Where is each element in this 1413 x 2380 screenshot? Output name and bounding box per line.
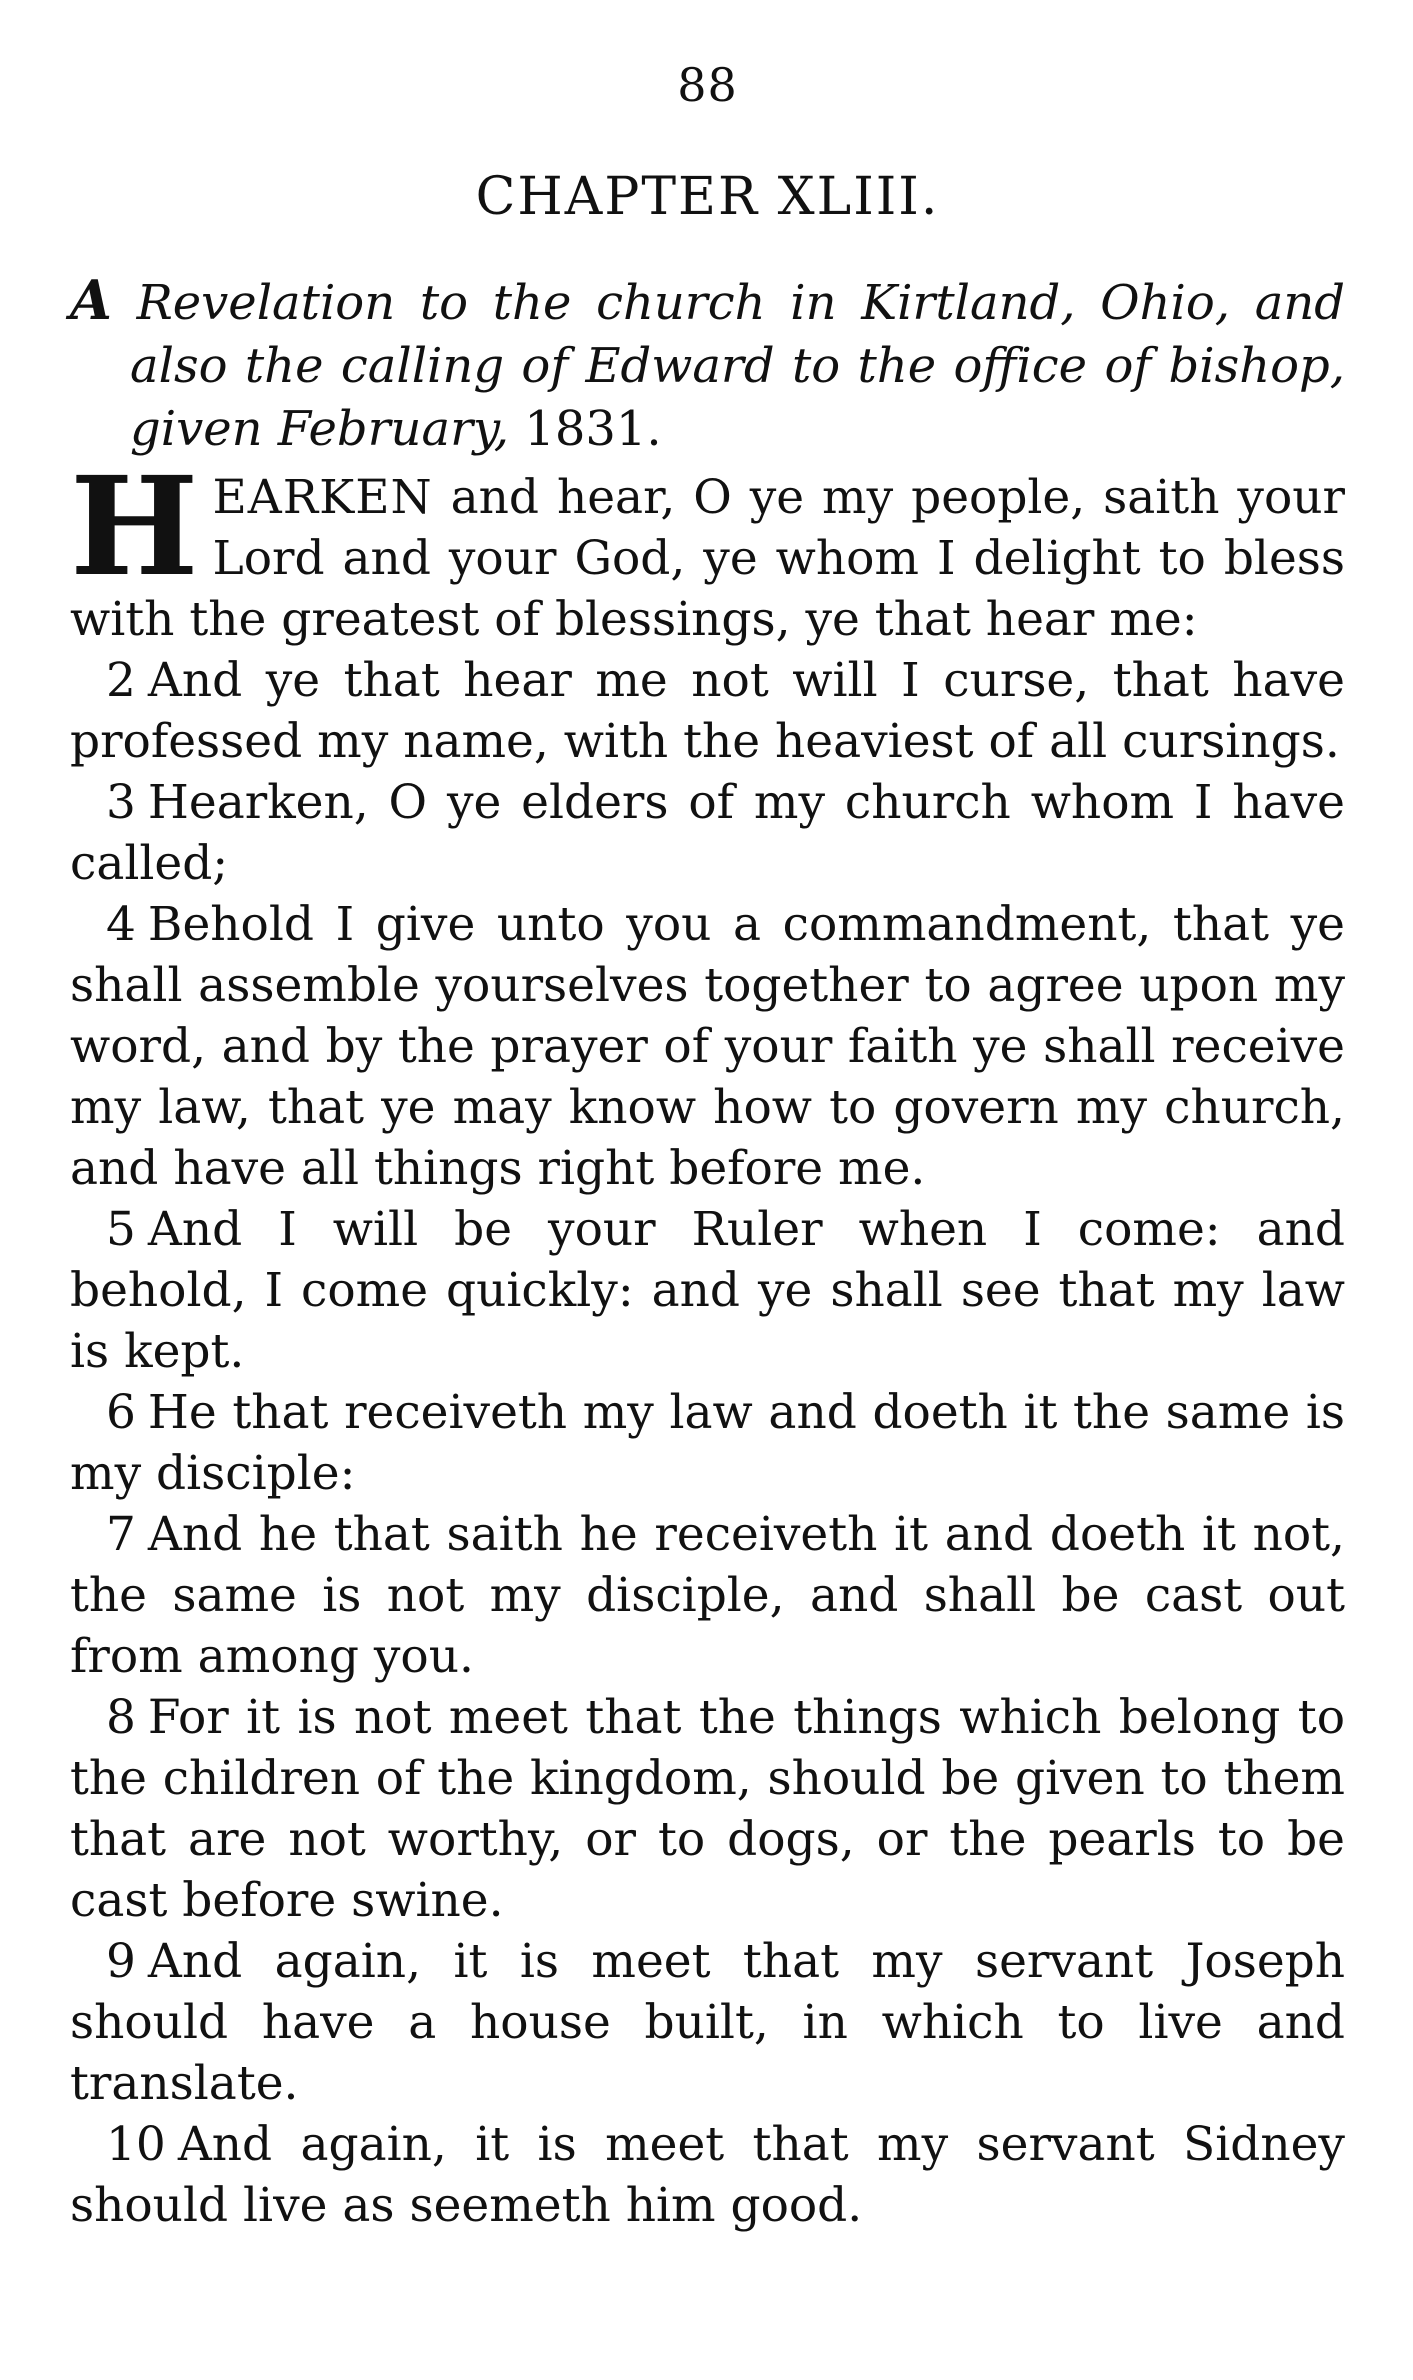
verse-6	[70, 1382, 1345, 1504]
verse-9	[70, 1931, 1345, 2114]
verse-text: Behold I give unto you a commandment, that ye shall assemble yourselves together to agree upon my word, and by the prayer of your faith ye shall receive my law, that ye may know how to govern my church, and have all things right before me.	[70, 897, 1345, 1196]
heading-lead-letter: A	[70, 268, 112, 332]
verse-number: 6	[106, 1385, 136, 1440]
verse-number: 10	[106, 2117, 166, 2172]
verse-number: 2	[106, 653, 136, 708]
verse-number: 8	[106, 1690, 136, 1745]
verse-text: And ye that hear me not will I curse, that have professed my name, with the heaviest of all cursings.	[70, 653, 1345, 769]
book-page	[70, 55, 1345, 2236]
verse-text: He that receiveth my law and doeth it the same is my disciple:	[70, 1385, 1345, 1501]
heading-text: Revelation to the church in Kirtland, Ohio, and also the calling of Edward to the office of bishop, given February,	[111, 275, 1345, 457]
verse-text: And again, it is meet that my servant Joseph should have a house built, in which to live and translate.	[70, 1934, 1345, 2111]
verse-8	[70, 1687, 1345, 1931]
verse-number: 9	[106, 1934, 136, 1989]
heading-year: 1831.	[509, 401, 662, 457]
verse-10	[70, 2114, 1345, 2236]
verse-number: 7	[106, 1507, 136, 1562]
verse-1-text: and hear, O ye my people, saith your Lord and your God, ye whom I delight to bless with the greatest of blessings, ye that hear me:	[70, 470, 1345, 647]
verse-number: 3	[106, 775, 136, 830]
verse-number: 4	[106, 897, 136, 952]
verse-2	[70, 650, 1345, 772]
verse-text: And he that saith he receiveth it and doeth it not, the same is not my disciple, and shall be cast out from among you.	[70, 1507, 1345, 1684]
drop-cap-letter: H	[70, 447, 199, 607]
verse-text: And I will be your Ruler when I come: and behold, I come quickly: and ye shall see that my law is kept.	[70, 1202, 1345, 1379]
verse-1-opening-word: EARKEN	[212, 470, 433, 525]
verse-text: Hearken, O ye elders of my church whom I have called;	[70, 775, 1345, 891]
page-number: 88	[677, 58, 738, 112]
verse-text: And again, it is meet that my servant Sidney should live as seemeth him good.	[70, 2117, 1345, 2233]
verse-number: 5	[106, 1202, 136, 1257]
verse-3	[70, 772, 1345, 894]
verse-1	[70, 447, 1345, 650]
chapter-heading	[70, 269, 1345, 461]
verse-5	[70, 1199, 1345, 1382]
verse-7	[70, 1504, 1345, 1687]
verse-text: For it is not meet that the things which belong to the children of the kingdom, should be given to them that are not worthy, or to dogs, or the pearls to be cast before swine.	[70, 1690, 1345, 1928]
verse-4	[70, 894, 1345, 1199]
chapter-title: CHAPTER XLIII.	[475, 167, 940, 227]
